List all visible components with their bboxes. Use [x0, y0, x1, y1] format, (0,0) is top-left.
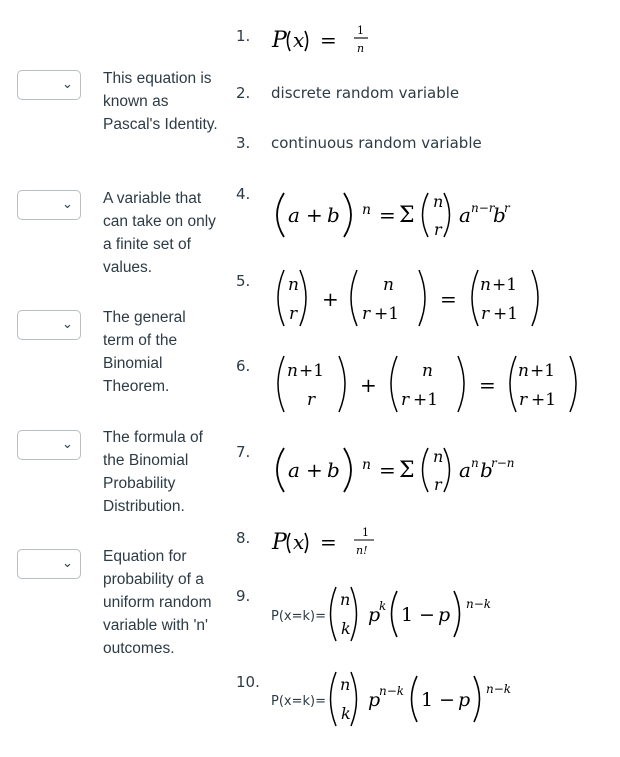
formula-6 [266, 350, 596, 418]
svg-text:b: b [327, 458, 340, 482]
svg-text:n: n [433, 447, 444, 466]
match-dropdown-5[interactable] [17, 549, 81, 579]
svg-text:r: r [434, 220, 442, 239]
svg-text:1: 1 [357, 24, 364, 37]
svg-text:n!: n! [356, 544, 368, 557]
prompt-5: Equation for probability of a uniform random variable with 'n' outcomes. [103, 548, 212, 657]
svg-text:−: − [419, 604, 435, 626]
svg-text:n: n [422, 361, 433, 381]
answer-number-5: 5. [236, 272, 251, 290]
svg-text:n: n [340, 590, 351, 609]
answer-3-text: continuous random variable [271, 134, 482, 152]
svg-text:p: p [458, 689, 471, 711]
answer-number-6: 6. [236, 357, 251, 375]
svg-text:a: a [459, 458, 471, 482]
svg-text:+1: +1 [493, 304, 519, 324]
match-dropdown-3[interactable] [17, 310, 81, 340]
svg-text:a: a [459, 203, 471, 227]
answer-10-prefix: P(x=k)= [271, 694, 326, 709]
svg-text:r: r [481, 304, 490, 324]
svg-text:n: n [471, 456, 479, 470]
svg-text:r: r [504, 201, 510, 215]
formula-9 [326, 581, 526, 647]
svg-text:+1: +1 [492, 275, 518, 295]
answer-number-3: 3. [236, 134, 251, 152]
formula-1 [266, 16, 406, 60]
svg-text:n−k: n−k [379, 684, 405, 698]
svg-text:P: P [272, 28, 287, 53]
svg-text:r: r [434, 475, 442, 494]
prompt-2: A variable that can take on only a finite set of values. [103, 190, 216, 276]
svg-text:n−r: n−r [471, 201, 495, 215]
svg-text:b: b [327, 203, 340, 227]
svg-text:r: r [362, 304, 371, 324]
match-dropdown-2[interactable] [17, 190, 81, 220]
svg-text:n: n [433, 192, 444, 211]
svg-text:n: n [383, 275, 394, 295]
formula-7 [266, 440, 556, 500]
answer-number-7: 7. [236, 443, 251, 461]
svg-text:p: p [368, 604, 381, 626]
svg-text:Σ: Σ [399, 203, 415, 228]
svg-text:+1: +1 [299, 361, 325, 381]
svg-text:n: n [357, 42, 365, 55]
svg-text:=: = [379, 458, 396, 482]
answer-2-text: discrete random variable [271, 84, 460, 102]
formula-5 [266, 264, 566, 332]
svg-text:n: n [288, 275, 299, 295]
svg-text:+1: +1 [413, 390, 439, 410]
svg-text:+: + [360, 373, 377, 397]
svg-text:+1: +1 [531, 390, 557, 410]
svg-text:1: 1 [362, 526, 369, 539]
svg-text:n: n [518, 361, 529, 381]
svg-text:r: r [289, 304, 298, 324]
svg-text:b: b [493, 203, 506, 227]
svg-text:+: + [306, 458, 323, 482]
answer-number-2: 2. [236, 84, 251, 102]
svg-text:n: n [480, 275, 491, 295]
chevron-down-icon: ⌄ [62, 77, 73, 92]
prompt-1: This equation is known as Pascal's Identity. [103, 70, 218, 133]
svg-text:+: + [306, 203, 323, 227]
svg-text:Σ: Σ [399, 458, 415, 483]
match-dropdown-4[interactable] [17, 430, 81, 460]
chevron-down-icon: ⌄ [62, 197, 73, 212]
answer-number-10: 10. [236, 673, 260, 691]
chevron-down-icon: ⌄ [62, 556, 73, 571]
prompt-4: The formula of the Binomial Probability Distribution. [103, 429, 203, 515]
svg-text:r: r [519, 390, 528, 410]
svg-text:=: = [320, 530, 337, 554]
match-dropdown-1[interactable] [17, 70, 81, 100]
svg-text:n−k: n−k [486, 682, 512, 696]
svg-text:k: k [379, 599, 387, 613]
svg-text:n: n [340, 675, 351, 694]
chevron-down-icon: ⌄ [62, 317, 73, 332]
svg-text:p: p [368, 689, 381, 711]
formula-8 [266, 518, 406, 562]
svg-text:k: k [341, 619, 351, 638]
svg-text:r: r [401, 390, 410, 410]
svg-text:−: − [439, 689, 455, 711]
svg-text:n−k: n−k [466, 597, 492, 611]
svg-text:n: n [362, 457, 372, 473]
formula-10 [326, 666, 546, 732]
svg-text:k: k [341, 704, 351, 723]
svg-text:+1: +1 [530, 361, 556, 381]
svg-text:b: b [480, 458, 493, 482]
svg-text:p: p [438, 604, 451, 626]
prompt-3: The general term of the Binomial Theorem. [103, 309, 186, 395]
answer-number-4: 4. [236, 185, 251, 203]
chevron-down-icon: ⌄ [62, 437, 73, 452]
svg-text:a: a [288, 458, 300, 482]
svg-text:=: = [379, 203, 396, 227]
answer-number-9: 9. [236, 587, 251, 605]
answer-number-8: 8. [236, 529, 251, 547]
formula-4 [266, 185, 556, 245]
svg-text:P: P [272, 530, 287, 555]
svg-text:1: 1 [401, 604, 414, 626]
svg-text:r−n: r−n [491, 456, 515, 470]
svg-text:n: n [362, 202, 372, 218]
svg-text:a: a [288, 203, 300, 227]
svg-text:+: + [322, 287, 339, 311]
answer-number-1: 1. [236, 27, 251, 45]
svg-text:+1: +1 [374, 304, 400, 324]
svg-text:n: n [287, 361, 298, 381]
svg-text:=: = [440, 287, 457, 311]
svg-text:=: = [320, 28, 337, 52]
svg-text:1: 1 [421, 689, 434, 711]
svg-text:r: r [307, 390, 316, 410]
answer-9-prefix: P(x=k)= [271, 609, 326, 624]
svg-text:x: x [293, 530, 305, 554]
svg-text:=: = [479, 373, 496, 397]
svg-text:x: x [293, 28, 305, 52]
